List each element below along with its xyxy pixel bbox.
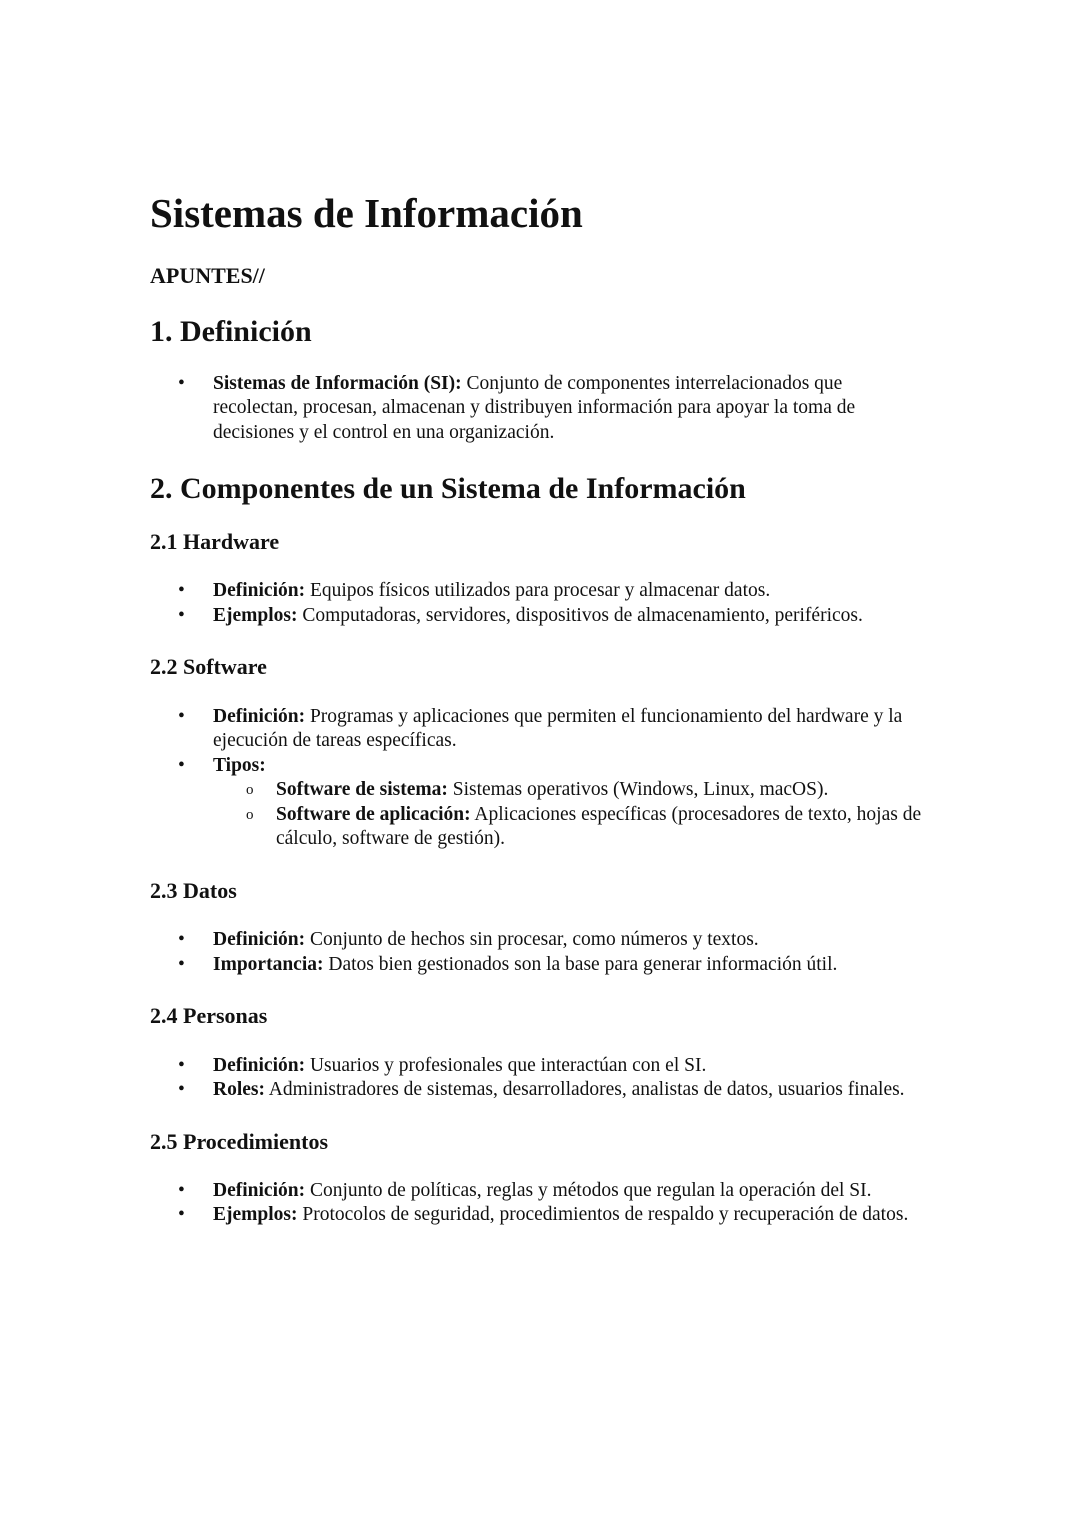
item-text: Equipos físicos utilizados para procesar y almacenar datos. [305, 580, 771, 602]
definicion-list [150, 372, 930, 446]
item-text: Conjunto de políticas, reglas y métodos que regulan la operación del SI. [305, 1179, 872, 1201]
item-text: Sistemas operativos (Windows, Linux, macOS). [447, 779, 829, 801]
item-label: Definición: [213, 1054, 306, 1076]
sub-list-item [276, 778, 930, 803]
item-text: Protocolos de seguridad, procedimientos de respaldo y recuperación de datos. [297, 1204, 909, 1226]
procedimientos-list [150, 1179, 930, 1228]
list-item [213, 372, 930, 446]
personas-list [150, 1054, 930, 1103]
subsection-heading-personas: 2.4 Personas [150, 1003, 268, 1029]
item-label: Ejemplos: [213, 1204, 298, 1226]
software-list [150, 705, 930, 852]
document-title: Sistemas de Información [150, 190, 583, 236]
item-text: Datos bien gestionados son la base para generar información útil. [323, 953, 838, 975]
subsection-heading-software: 2.2 Software [150, 654, 267, 680]
item-label: Tipos: [213, 754, 266, 776]
item-label: Software de aplicación: [276, 803, 471, 825]
subsection-heading-hardware: 2.1 Hardware [150, 529, 280, 555]
software-types-list [213, 778, 930, 852]
item-text: Conjunto de hechos sin procesar, como números y textos. [305, 929, 759, 951]
item-text: Aplicaciones específicas (procesadores de texto, hojas de cálculo, software de gestión). [276, 803, 922, 850]
item-label: Sistemas de Información (SI): [213, 372, 462, 394]
sub-list-item [276, 803, 930, 852]
item-text: Administradores de sistemas, desarrolladores, analistas de datos, usuarios finales. [265, 1079, 905, 1101]
list-item [213, 928, 930, 953]
item-label: Definición: [213, 929, 306, 951]
list-item [213, 1203, 930, 1228]
document-subtitle: APUNTES// [150, 263, 265, 289]
list-item [213, 1179, 930, 1204]
subsection-heading-datos: 2.3 Datos [150, 877, 237, 903]
hardware-list [150, 579, 930, 628]
list-item [213, 705, 930, 754]
item-text: Conjunto de componentes interrelacionados que recolectan, procesan, almacenan y distribuyen información para apoyar la toma de decisiones y el control en una organización. [213, 372, 856, 443]
list-item [213, 1078, 930, 1103]
item-label: Importancia: [213, 953, 324, 975]
item-label: Roles: [213, 1079, 265, 1101]
item-text: Usuarios y profesionales que interactúan con el SI. [305, 1054, 707, 1076]
list-item [213, 604, 930, 629]
item-text: Programas y aplicaciones que permiten el funcionamiento del hardware y la ejecución de tareas específicas. [213, 705, 903, 752]
item-label: Definición: [213, 705, 306, 727]
item-label: Definición: [213, 1179, 306, 1201]
section-heading-componentes: 2. Componentes de un Sistema de Información [150, 472, 746, 506]
list-item [213, 1054, 930, 1079]
section-heading-definicion: 1. Definición [150, 314, 312, 348]
item-label: Ejemplos: [213, 604, 298, 626]
list-item [213, 579, 930, 604]
list-item [213, 953, 930, 978]
list-item [213, 754, 930, 852]
subsection-heading-procedimientos: 2.5 Procedimientos [150, 1128, 329, 1154]
item-label: Software de sistema: [276, 779, 448, 801]
item-label: Definición: [213, 580, 306, 602]
item-text: Computadoras, servidores, dispositivos de almacenamiento, periféricos. [297, 604, 863, 626]
datos-list [150, 928, 930, 977]
